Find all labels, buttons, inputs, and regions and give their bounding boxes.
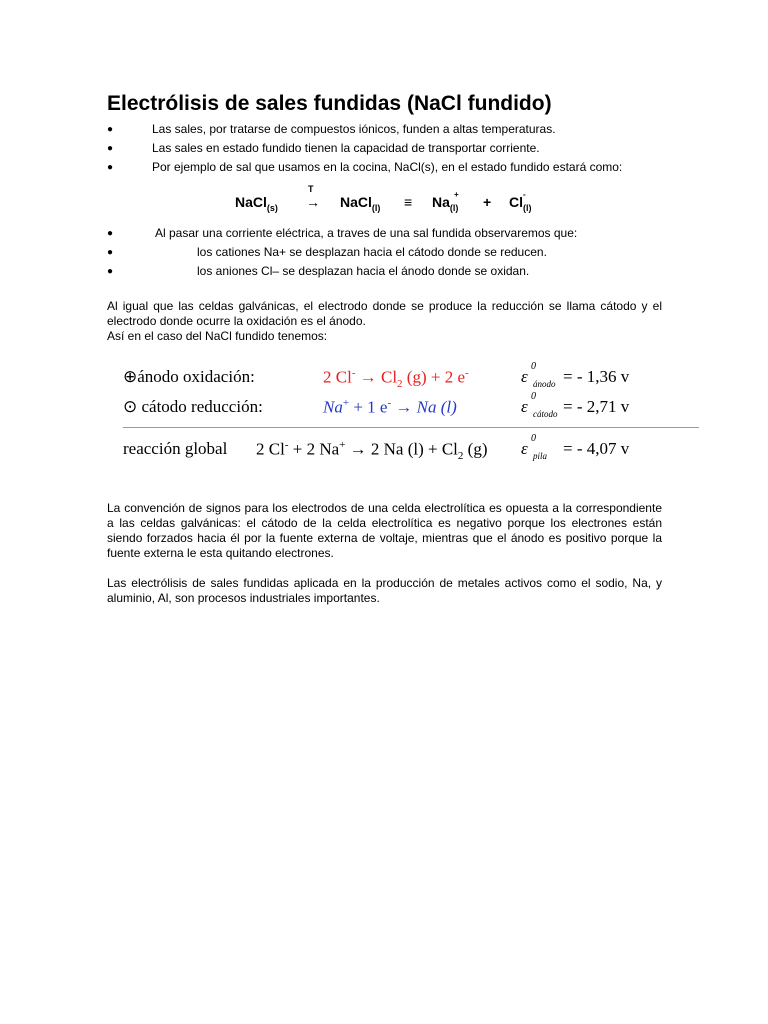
eq-temperature-label: T — [308, 184, 314, 194]
list-item — [107, 158, 662, 177]
anode-equation: 2 $Cl^- \to Cl_2$ (g) + 2 e- — [323, 367, 469, 391]
bullet-text: Al pasar una corriente eléctrica, a traves de una sal fundida observaremos que: — [155, 226, 578, 240]
cathode-row — [123, 391, 693, 421]
cathode-equation: Na+ + 1 e- → Na (l) — [323, 397, 457, 417]
bullet-icon: ● — [107, 143, 114, 154]
bullet-text: Por ejemplo de sal que usamos en la cocina, NaCl(s), en el estado fundido estará como: — [152, 160, 623, 174]
paragraph-sign-convention: La convención de signos para los electrodos de una celda electrolítica es opuesta a la correspondiente a las celdas galvánicas: el cátodo de la celda electrolítica es negativo porque los electrones están siendo forzados hacia él por la fuente externa de voltaje, mientras que el ánodo es positivo porque la fuente externa le esta quitando electrones. — [107, 501, 662, 560]
epsilon-anode: ε 0 ánodo — [521, 361, 556, 389]
list-item — [107, 120, 662, 139]
list-item — [107, 262, 662, 281]
cathode-potential: = - 2,71 v — [563, 397, 630, 416]
bullet-icon: ● — [107, 266, 114, 277]
list-item — [107, 243, 662, 262]
eq-plus: + — [483, 194, 492, 210]
bullet-list-mid — [107, 224, 662, 281]
bullet-list-top — [107, 120, 662, 177]
eq-arrow-icon: → — [306, 194, 320, 210]
nacl-equation — [107, 184, 662, 220]
paragraph-industrial: Las electrólisis de sales fundidas aplicada en la producción de metales activos como el sodio, Na, y aluminio, Al, son procesos industriales importantes. — [107, 576, 662, 605]
eq-cl-ion: $Cl_{(l)}$ - — [509, 190, 532, 213]
epsilon-cathode: ε 0 cátodo — [521, 391, 558, 419]
anode-row — [123, 361, 693, 391]
global-row — [123, 433, 693, 463]
bullet-text: Las sales, por tratarse de compuestos iónicos, funden a altas temperaturas. — [152, 122, 556, 136]
anode-potential: = - 1,36 v — [563, 367, 630, 386]
anode-label: ⊕ánodo oxidación: — [123, 367, 255, 386]
paragraph-nacl-intro: Así en el caso del NaCl fundido tenemos: — [107, 329, 328, 343]
global-equation: 2 Cl- + 2 Na+ → 2 Na $(l) + Cl_2$ (g) — [256, 439, 488, 463]
eq-nacl-liquid: NaCl$_{(l)}$ — [340, 194, 381, 213]
eq-nacl-solid: NaCl$_{(s)}$ — [235, 194, 278, 213]
eq-na-ion: $Na_{(l)}$ + — [432, 190, 459, 213]
paragraph-electrodes: Al igual que las celdas galvánicas, el electrodo donde se produce la reducción se llama cátodo y el electrodo donde ocurre la oxidación es el ánodo. — [107, 299, 662, 328]
bullet-icon: ● — [107, 124, 114, 135]
eq-equiv-icon: ≡ — [404, 194, 413, 210]
epsilon-cell: ε 0 pila — [521, 433, 548, 461]
divider — [123, 427, 699, 428]
page-title: Electrólisis de sales fundidas (NaCl fundido) — [107, 92, 552, 115]
bullet-text: Las sales en estado fundido tienen la capacidad de transportar corriente. — [152, 141, 540, 155]
cell-potential: = - 4,07 v — [563, 439, 630, 458]
document-page — [107, 88, 662, 606]
reaction-table — [123, 361, 662, 479]
list-item — [107, 139, 662, 158]
list-item — [107, 224, 662, 243]
bullet-text: los cationes Na+ se desplazan hacia el cátodo donde se reducen. — [197, 245, 547, 259]
bullet-text: los aniones Cl– se desplazan hacia el ánodo donde se oxidan. — [197, 264, 530, 278]
bullet-icon: ● — [107, 247, 114, 258]
bullet-icon: ● — [107, 162, 114, 173]
global-label: reacción global — [123, 439, 228, 458]
cathode-label: ⊙ cátodo reducción: — [123, 397, 263, 416]
bullet-icon: ● — [107, 228, 114, 239]
